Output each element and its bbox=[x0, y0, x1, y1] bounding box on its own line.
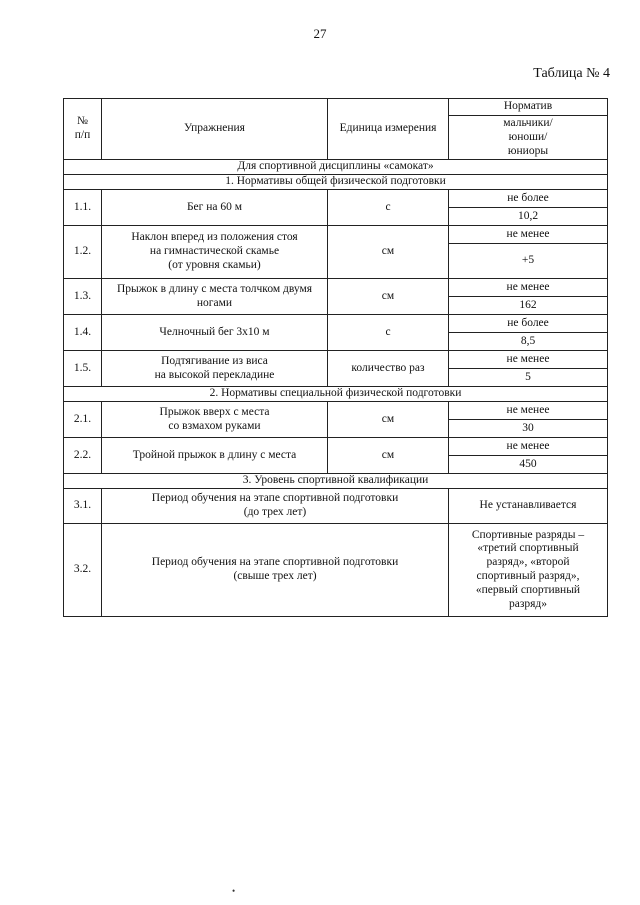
row-num: 2.1. bbox=[64, 402, 102, 438]
row-condition: не менее bbox=[449, 279, 608, 297]
row-value: 8,5 bbox=[449, 333, 608, 351]
row-num: 1.3. bbox=[64, 279, 102, 315]
row-value: 162 bbox=[449, 297, 608, 315]
header-group: мальчики/ юноши/ юниоры bbox=[449, 116, 608, 160]
row-num: 3.2. bbox=[64, 524, 102, 617]
row-condition: не менее bbox=[449, 402, 608, 420]
norm-row bbox=[64, 438, 608, 456]
row-num: 1.2. bbox=[64, 226, 102, 279]
row-exercise: Подтягивание из виса на высокой перекладине bbox=[102, 351, 328, 387]
row-condition: не более bbox=[449, 190, 608, 208]
row-unit: количество раз bbox=[328, 351, 449, 387]
row-requirement: Спортивные разряды – «третий спортивный разряд», «второй спортивный разряд», «первый спортивный разряд» bbox=[449, 524, 608, 617]
row-unit: с bbox=[328, 190, 449, 226]
row-period: Период обучения на этапе спортивной подготовки (до трех лет) bbox=[102, 489, 449, 524]
row-num: 2.2. bbox=[64, 438, 102, 474]
qualification-row bbox=[64, 489, 608, 524]
section-title: 3. Уровень спортивной квалификации bbox=[64, 474, 608, 489]
row-condition: не более bbox=[449, 315, 608, 333]
row-value: +5 bbox=[449, 244, 608, 279]
header-num: № п/п bbox=[64, 99, 102, 160]
row-period: Период обучения на этапе спортивной подготовки (свыше трех лет) bbox=[102, 524, 449, 617]
header-unit: Единица измерения bbox=[328, 99, 449, 160]
norm-row bbox=[64, 279, 608, 297]
row-unit: с bbox=[328, 315, 449, 351]
row-num: 1.1. bbox=[64, 190, 102, 226]
row-value: 5 bbox=[449, 369, 608, 387]
norms-table bbox=[63, 98, 608, 617]
row-num: 1.5. bbox=[64, 351, 102, 387]
norm-row bbox=[64, 351, 608, 369]
row-exercise: Тройной прыжок в длину с места bbox=[102, 438, 328, 474]
norm-row bbox=[64, 226, 608, 244]
row-exercise: Прыжок вверх с места со взмахом руками bbox=[102, 402, 328, 438]
section-title: 2. Нормативы специальной физической подготовки bbox=[64, 387, 608, 402]
page-number: 27 bbox=[313, 26, 327, 41]
norm-row bbox=[64, 190, 608, 208]
row-exercise: Прыжок в длину с места толчком двумя ногами bbox=[102, 279, 328, 315]
row-exercise: Наклон вперед из положения стоя на гимнастической скамье (от уровня скамьи) bbox=[102, 226, 328, 279]
header-row bbox=[64, 99, 608, 116]
norm-row bbox=[64, 402, 608, 420]
section-row bbox=[64, 474, 608, 489]
row-unit: см bbox=[328, 226, 449, 279]
discipline-title: Для спортивной дисциплины «самокат» bbox=[64, 160, 608, 175]
header-norm: Норматив bbox=[449, 99, 608, 116]
row-num: 1.4. bbox=[64, 315, 102, 351]
discipline-row bbox=[64, 160, 608, 175]
row-value: 450 bbox=[449, 456, 608, 474]
norms-table-body bbox=[64, 99, 608, 617]
row-requirement: Не устанавливается bbox=[449, 489, 608, 524]
norm-row bbox=[64, 315, 608, 333]
row-exercise: Челночный бег 3х10 м bbox=[102, 315, 328, 351]
row-condition: не менее bbox=[449, 351, 608, 369]
section-title: 1. Нормативы общей физической подготовки bbox=[64, 175, 608, 190]
row-unit: см bbox=[328, 279, 449, 315]
row-condition: не менее bbox=[449, 226, 608, 244]
table-caption: Таблица № 4 bbox=[533, 66, 610, 81]
qualification-row bbox=[64, 524, 608, 617]
row-value: 30 bbox=[449, 420, 608, 438]
row-condition: не менее bbox=[449, 438, 608, 456]
row-unit: см bbox=[328, 438, 449, 474]
section-row bbox=[64, 175, 608, 190]
scan-mark: • bbox=[232, 886, 236, 896]
row-exercise: Бег на 60 м bbox=[102, 190, 328, 226]
row-num: 3.1. bbox=[64, 489, 102, 524]
section-row bbox=[64, 387, 608, 402]
row-value: 10,2 bbox=[449, 208, 608, 226]
row-unit: см bbox=[328, 402, 449, 438]
header-exercise: Упражнения bbox=[102, 99, 328, 160]
